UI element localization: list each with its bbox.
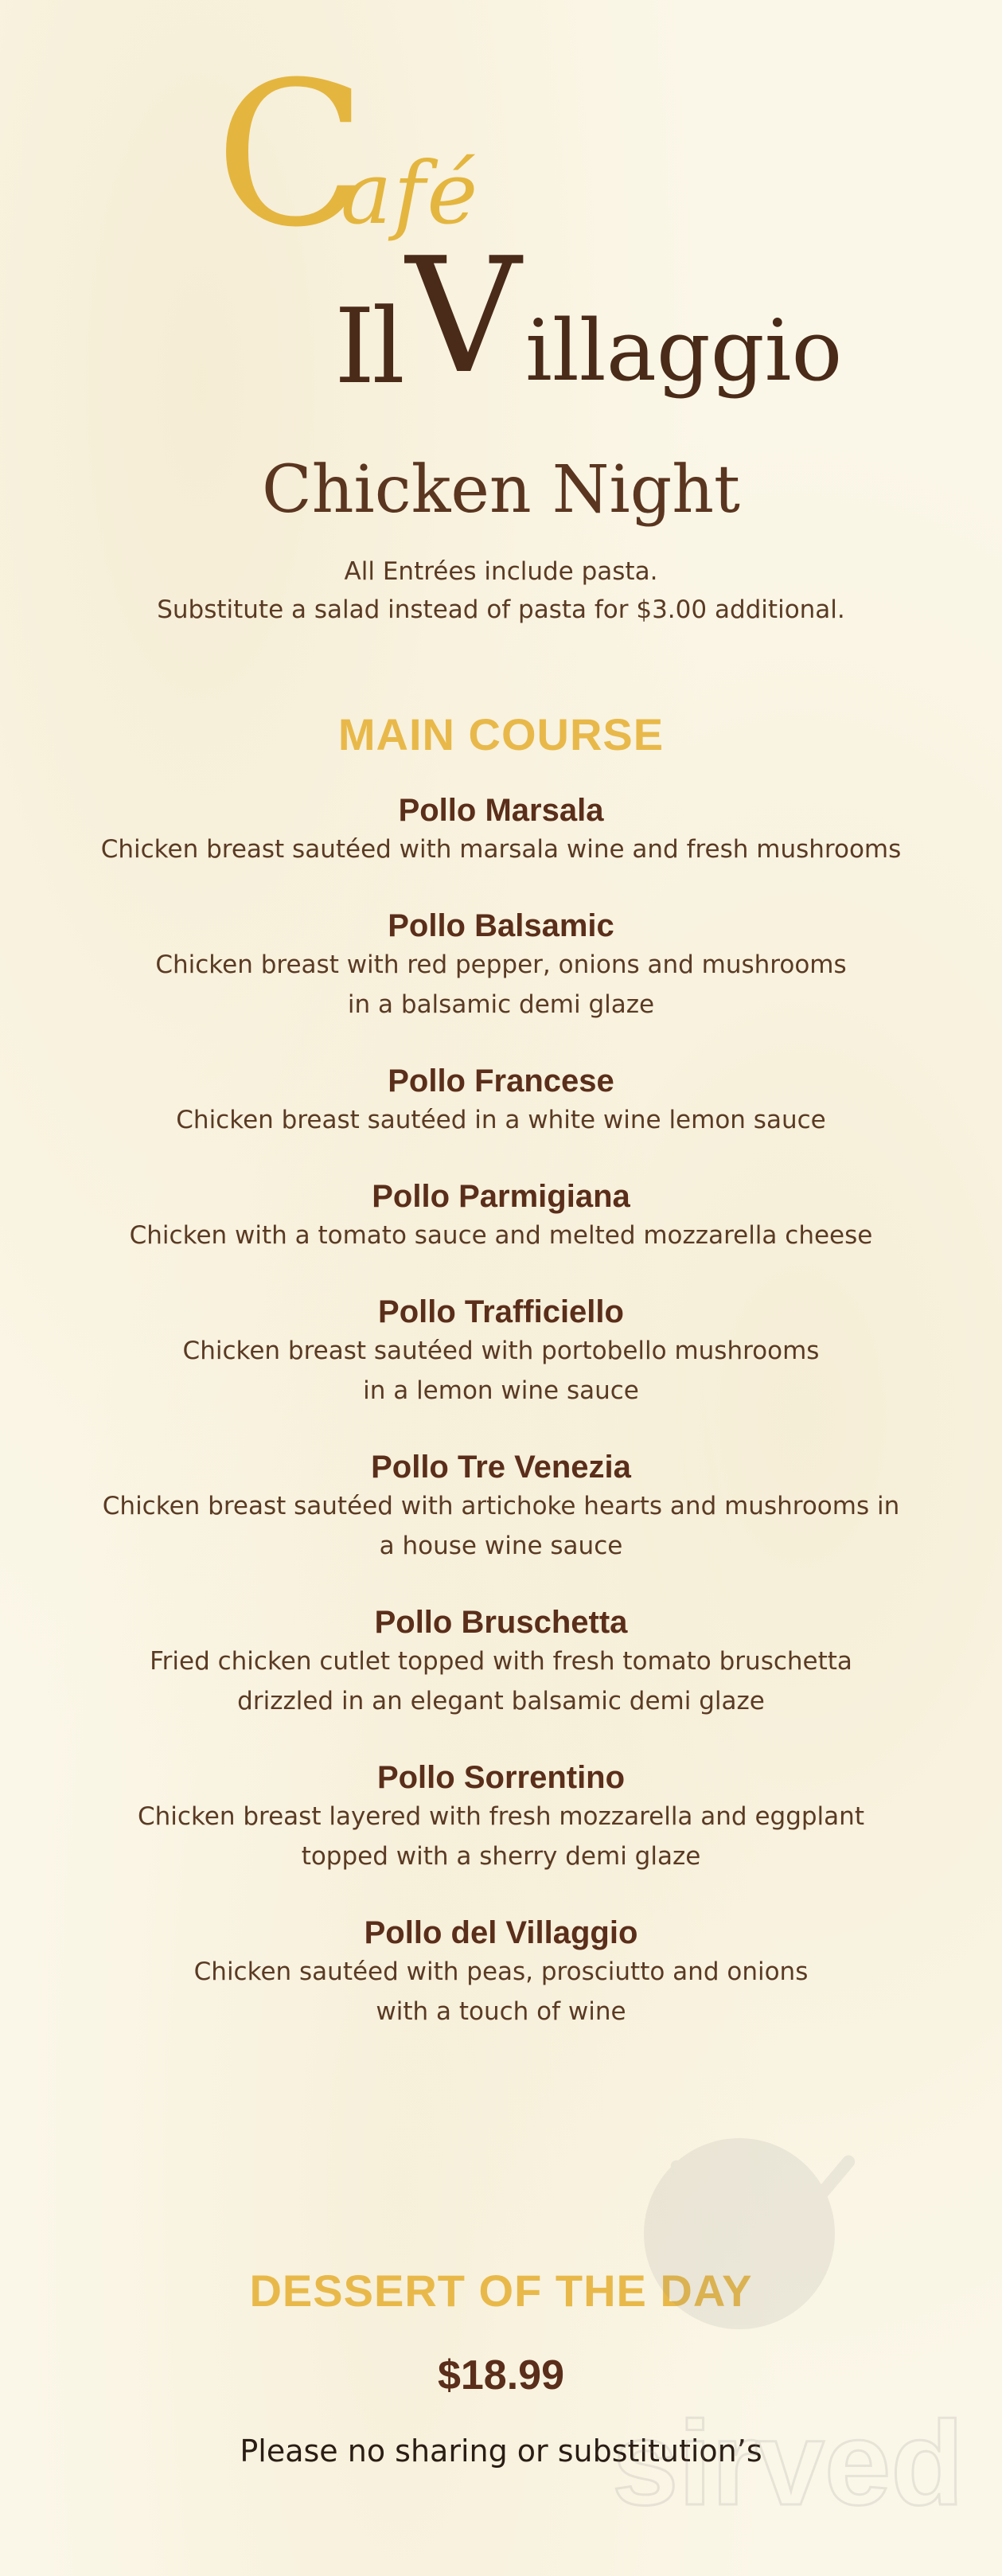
menu-item-description: in a balsamic demi glaze <box>347 990 655 1019</box>
pasta-note: All Entrées include pasta. <box>344 557 658 586</box>
menu-item <box>0 1758 1002 1876</box>
menu-item-description: Chicken sautéed with peas, prosciutto and onions <box>193 1957 809 1986</box>
menu-item-name: Pollo del Villaggio <box>364 1915 638 1950</box>
menu-item <box>0 1293 1002 1411</box>
logo-cafe-initial: C <box>215 39 368 271</box>
logo-cafe-rest: afé <box>341 144 480 244</box>
menu-item-description: Chicken breast sautéed with artichoke hearts and mushrooms in <box>102 1492 900 1520</box>
menu-item <box>0 907 1002 1025</box>
sirved-watermark <box>596 2090 970 2536</box>
menu-item <box>0 1062 1002 1140</box>
menu-item-name: Pollo Sorrentino <box>376 1760 626 1795</box>
menu-item <box>0 1448 1002 1566</box>
logo-il: Il <box>334 286 402 407</box>
main-course-heading: MAIN COURSE <box>337 709 665 759</box>
menu-item-description: Chicken with a tomato sauce and melted mozzarella cheese <box>129 1221 873 1250</box>
menu-item-name: Pollo Trafficiello <box>378 1294 624 1329</box>
menu-item-description: Chicken breast sautéed with marsala wine and fresh mushrooms <box>100 835 902 864</box>
menu-item-name: Pollo Bruschetta <box>374 1605 628 1640</box>
salad-substitution-note: Substitute a salad instead of pasta for $3.00 additional. <box>157 595 845 624</box>
menu-item-name: Pollo Balsamic <box>388 908 614 943</box>
dessert-heading: DESSERT OF THE DAY <box>249 2266 753 2316</box>
menu-item-description: Chicken breast sautéed in a white wine lemon sauce <box>176 1106 826 1134</box>
menu-item-description: with a touch of wine <box>376 1997 626 2026</box>
menu-item <box>0 1177 1002 1255</box>
menu-item <box>0 1914 1002 2032</box>
cafe-il-villaggio-logo <box>215 39 843 409</box>
menu-item <box>0 1603 1002 1721</box>
menu-item-description: Chicken breast with red pepper, onions and mushrooms <box>155 950 847 979</box>
menu-item-description: a house wine sauce <box>379 1532 623 1560</box>
main-course-list <box>0 791 1002 2069</box>
price: $18.99 <box>437 2352 565 2398</box>
menu-item-name: Pollo Marsala <box>398 793 604 828</box>
menu-item-name: Pollo Tre Venezia <box>371 1450 631 1485</box>
logo-villaggio-rest: illaggio <box>525 302 843 400</box>
menu-item-description: Fried chicken cutlet topped with fresh tomato bruschetta <box>150 1647 852 1676</box>
menu-item-name: Pollo Francese <box>388 1064 614 1099</box>
menu-item-name: Pollo Parmigiana <box>372 1179 630 1214</box>
menu-item-description: in a lemon wine sauce <box>363 1376 639 1405</box>
watermark-text: sirved <box>612 2396 964 2530</box>
logo-villaggio-initial: V <box>406 224 521 409</box>
no-sharing-note: Please no sharing or substitution’s <box>240 2434 762 2469</box>
menu-item-description: topped with a sherry demi glaze <box>301 1842 701 1871</box>
menu-item-description: Chicken breast sautéed with portobello mushrooms <box>182 1337 820 1365</box>
menu-title: Chicken Night <box>261 452 741 528</box>
menu-item-description: drizzled in an elegant balsamic demi glaze <box>237 1687 765 1715</box>
menu-item-description: Chicken breast layered with fresh mozzarella and eggplant <box>138 1802 864 1831</box>
menu-item <box>0 791 1002 869</box>
